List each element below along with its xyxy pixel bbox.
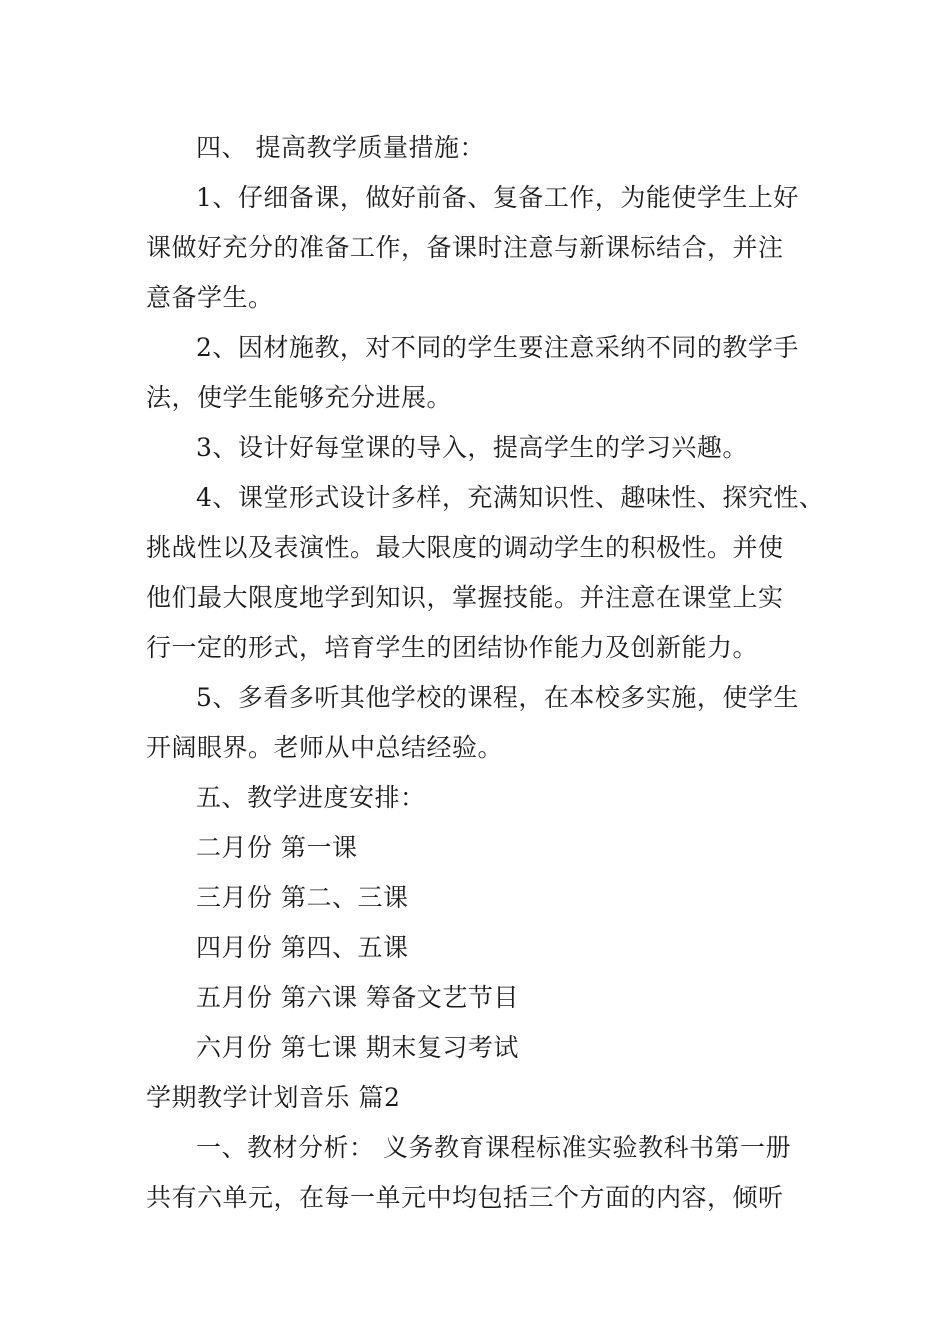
section-heading-4: 四、 提高教学质量措施： [196, 133, 485, 162]
paragraph-line: 1、仔细备课，做好前备、复备工作，为能使学生上好 [196, 183, 799, 212]
paragraph-line: 意备学生。 [146, 283, 274, 312]
paragraph-line: 共有六单元，在每一单元中均包括三个方面的内容，倾听 [146, 1183, 784, 1212]
paragraph-line: 课做好充分的准备工作，备课时注意与新课标结合，并注 [146, 233, 784, 262]
paragraph-line: 他们最大限度地学到知识，掌握技能。并注意在课堂上实 [146, 583, 784, 612]
paragraph-line: 2、因材施教，对不同的学生要注意采纳不同的教学手 [196, 333, 799, 362]
schedule-item: 六月份 第七课 期末复习考试 [196, 1033, 519, 1062]
paragraph-line: 3、设计好每堂课的导入，提高学生的学习兴趣。 [196, 433, 748, 462]
paragraph-line: 一、教材分析： 义务教育课程标准实验教科书第一册 [196, 1133, 791, 1162]
paragraph-line: 行一定的形式，培育学生的团结协作能力及创新能力。 [146, 633, 759, 662]
schedule-item: 二月份 第一课 [196, 833, 358, 862]
paragraph-line: 5、多看多听其他学校的课程，在本校多实施，使学生 [196, 683, 799, 712]
paragraph-line: 法，使学生能够充分进展。 [146, 383, 453, 412]
paragraph-line: 4、课堂形式设计多样，充满知识性、趣味性、探究性、 [196, 483, 825, 512]
schedule-item: 五月份 第六课 筹备文艺节目 [196, 983, 519, 1012]
schedule-item: 四月份 第四、五课 [196, 933, 409, 962]
article-title: 学期教学计划音乐 篇2 [146, 1083, 401, 1112]
section-heading-5: 五、教学进度安排： [196, 783, 426, 812]
paragraph-line: 开阔眼界。老师从中总结经验。 [146, 733, 504, 762]
schedule-item: 三月份 第二、三课 [196, 883, 409, 912]
paragraph-line: 挑战性以及表演性。最大限度的调动学生的积极性。并使 [146, 533, 784, 562]
